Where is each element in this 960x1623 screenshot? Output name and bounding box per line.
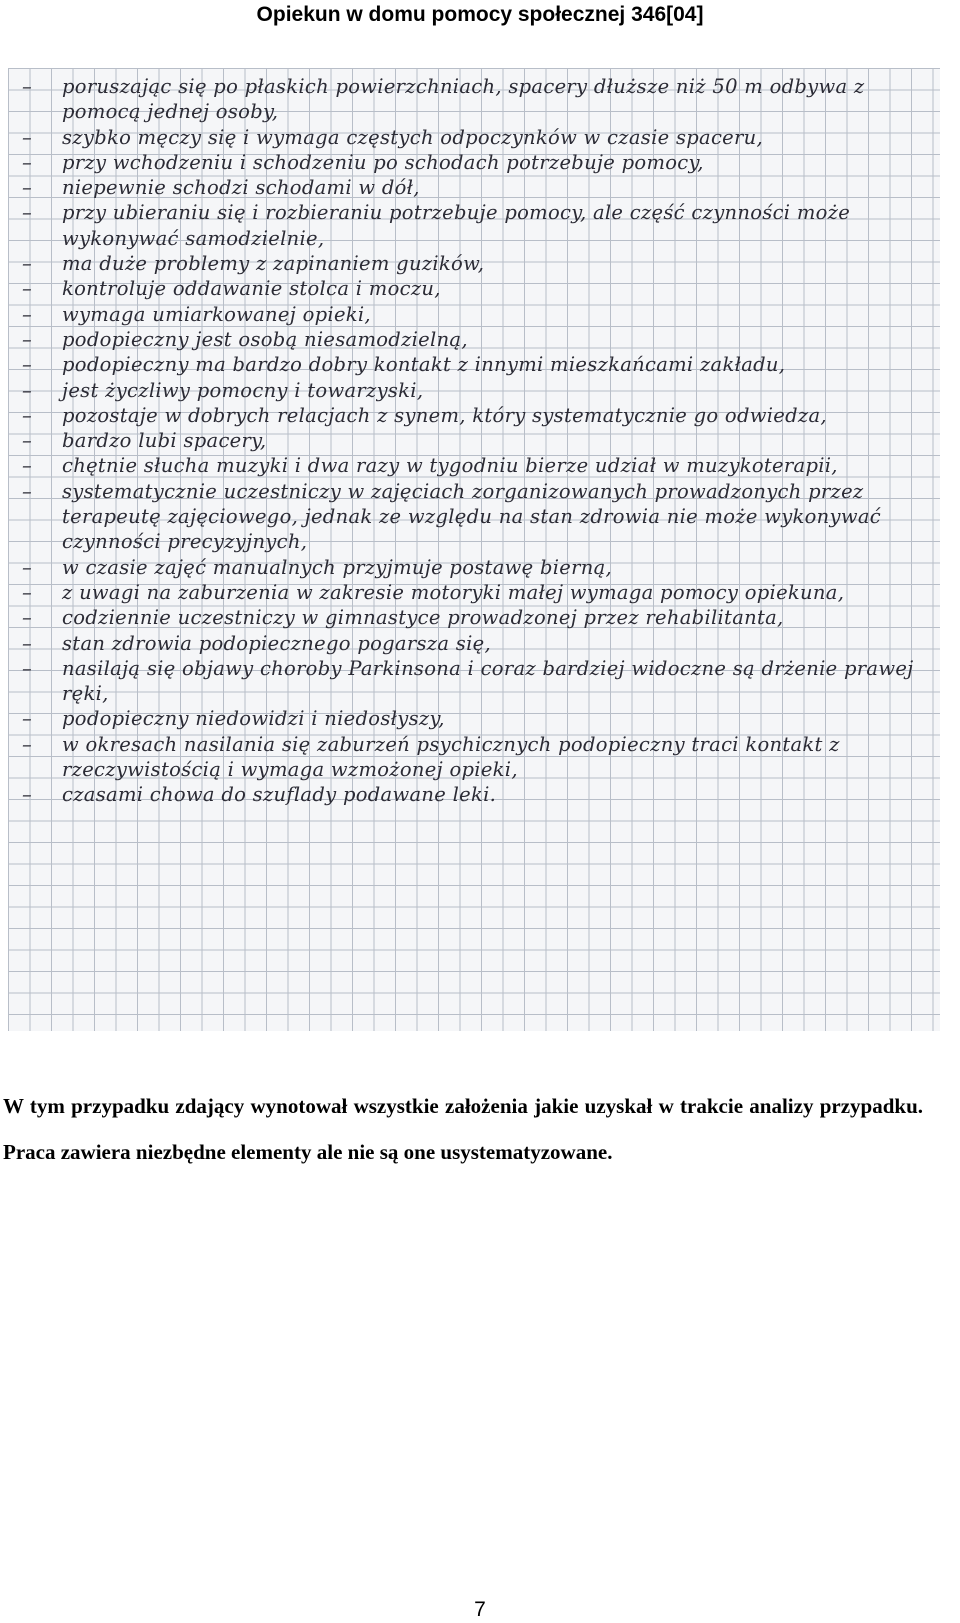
handwritten-note: – przy ubieraniu się i rozbieraniu potrzebuje pomocy, ale część czynności może wykonywać samodzielnie, — [22, 200, 932, 251]
handwritten-note: – chętnie słucha muzyki i dwa razy w tygodniu bierze udział w muzykoterapii, — [22, 453, 932, 478]
handwritten-note: – z uwagi na zaburzenia w zakresie motoryki małej wymaga pomocy opiekuna, — [22, 580, 932, 605]
handwritten-note: – w czasie zajęć manualnych przyjmuje postawę bierną, — [22, 555, 932, 580]
handwritten-note: – ma duże problemy z zapinaniem guzików, — [22, 251, 932, 276]
handwritten-note: – wymaga umiarkowanej opieki, — [22, 302, 932, 327]
handwritten-note: – kontroluje oddawanie stolca i moczu, — [22, 276, 932, 301]
handwritten-note: – szybko męczy się i wymaga częstych odpoczynków w czasie spaceru, — [22, 125, 932, 150]
handwritten-note: – czasami chowa do szuflady podawane leki. — [22, 782, 932, 807]
page-header-title: Opiekun w domu pomocy społecznej 346[04] — [256, 3, 704, 26]
handwritten-note: – stan zdrowia podopiecznego pogarsza się, — [22, 631, 932, 656]
handwritten-note: – poruszając się po płaskich powierzchniach, spacery dłuższe niż 50 m odbywa z pomocą jednej osoby, — [22, 74, 932, 125]
handwritten-scan-image — [8, 68, 940, 1031]
page-number: 7 — [474, 1598, 486, 1621]
handwritten-note: – bardzo lubi spacery, — [22, 428, 932, 453]
handwritten-note: – podopieczny ma bardzo dobry kontakt z innymi mieszkańcami zakładu, — [22, 352, 932, 377]
handwritten-note: – codziennie uczestniczy w gimnastyce prowadzonej przez rehabilitanta, — [22, 605, 932, 630]
handwritten-note: – pozostaje w dobrych relacjach z synem, który systematycznie go odwiedza, — [22, 403, 932, 428]
handwritten-note: – podopieczny niedowidzi i niedosłyszy, — [22, 706, 932, 731]
handwritten-note: – podopieczny jest osobą niesamodzielną, — [22, 327, 932, 352]
handwritten-note: – w okresach nasilania się zaburzeń psychicznych podopieczny traci kontakt z rzeczywistością i wymaga wzmożonej opieki, — [22, 732, 932, 783]
handwritten-notes-list — [22, 74, 932, 808]
evaluation-comment: W tym przypadku zdający wynotował wszystkie założenia jakie uzyskał w trakcie analizy przypadku. Praca zawiera niezbędne elementy ale nie są one usystematyzowane. — [3, 1094, 923, 1164]
handwritten-note: – przy wchodzeniu i schodzeniu po schodach potrzebuje pomocy, — [22, 150, 932, 175]
handwritten-note: – jest życzliwy pomocny i towarzyski, — [22, 378, 932, 403]
handwritten-note: – nasilają się objawy choroby Parkinsona i coraz bardziej widoczne są drżenie prawej ręki, — [22, 656, 932, 707]
handwritten-note: – systematycznie uczestniczy w zajęciach zorganizowanych prowadzonych przez terapeutę zajęciowego, jednak ze względu na stan zdrowia nie może wykonywać czynności precyzyjnych, — [22, 479, 932, 555]
handwritten-note: – niepewnie schodzi schodami w dół, — [22, 175, 932, 200]
